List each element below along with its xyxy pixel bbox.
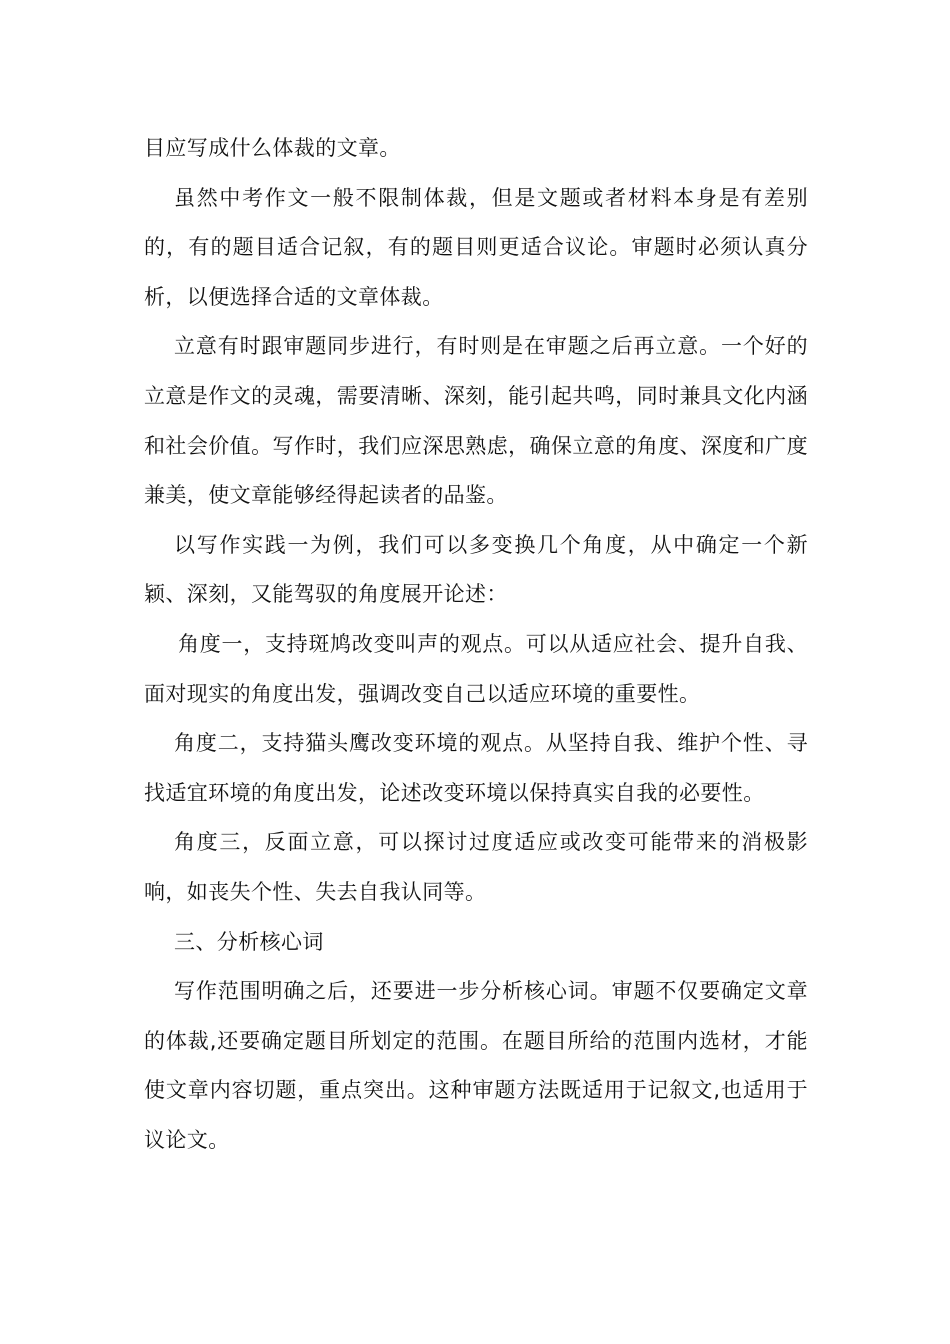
paragraph-angle-two: 角度二，支持猫头鹰改变环境的观点。从坚持自我、维护个性、寻找适宜环境的角度出发，论述改变环境以保持真实自我的必要性。 bbox=[144, 731, 808, 805]
paragraph-theme: 立意有时跟审题同步进行，有时则是在审题之后再立意。一个好的立意是作文的灵魂，需要清晰、深刻，能引起共鸣，同时兼具文化内涵和社会价值。写作时，我们应深思熟虑，确保立意的角度、深度和广度兼美，使文章能够经得起读者的品鉴。 bbox=[144, 334, 808, 508]
paragraph-genre: 虽然中考作文一般不限制体裁，但是文题或者材料本身是有差别的，有的题目适合记叙，有的题目则更适合议论。审题时必须认真分析，以便选择合适的文章体裁。 bbox=[144, 185, 808, 309]
paragraph-continuation: 目应写成什么体裁的文章。 bbox=[144, 136, 401, 160]
section-heading: 三、分析核心词 bbox=[174, 929, 324, 954]
paragraph-example: 以写作实践一为例，我们可以多变换几个角度，从中确定一个新颖、深刻，又能驾驭的角度展开论述： bbox=[144, 532, 808, 607]
paragraph-keywords: 写作范围明确之后，还要进一步分析核心词。审题不仅要确定文章的体裁,还要确定题目所划定的范围。在题目所给的范围内选材，才能使文章内容切题，重点突出。这种审题方法既适用于记叙文,也适用于议论文。 bbox=[144, 979, 808, 1152]
paragraph-angle-three: 角度三，反面立意，可以探讨过度适应或改变可能带来的消极影响，如丧失个性、失去自我认同等。 bbox=[144, 830, 808, 904]
paragraph-angle-one: 角度一，支持斑鸠改变叫声的观点。可以从适应社会、提升自我、面对现实的角度出发，强调改变自己以适应环境的重要性。 bbox=[144, 631, 808, 706]
document-page bbox=[144, 124, 808, 1165]
